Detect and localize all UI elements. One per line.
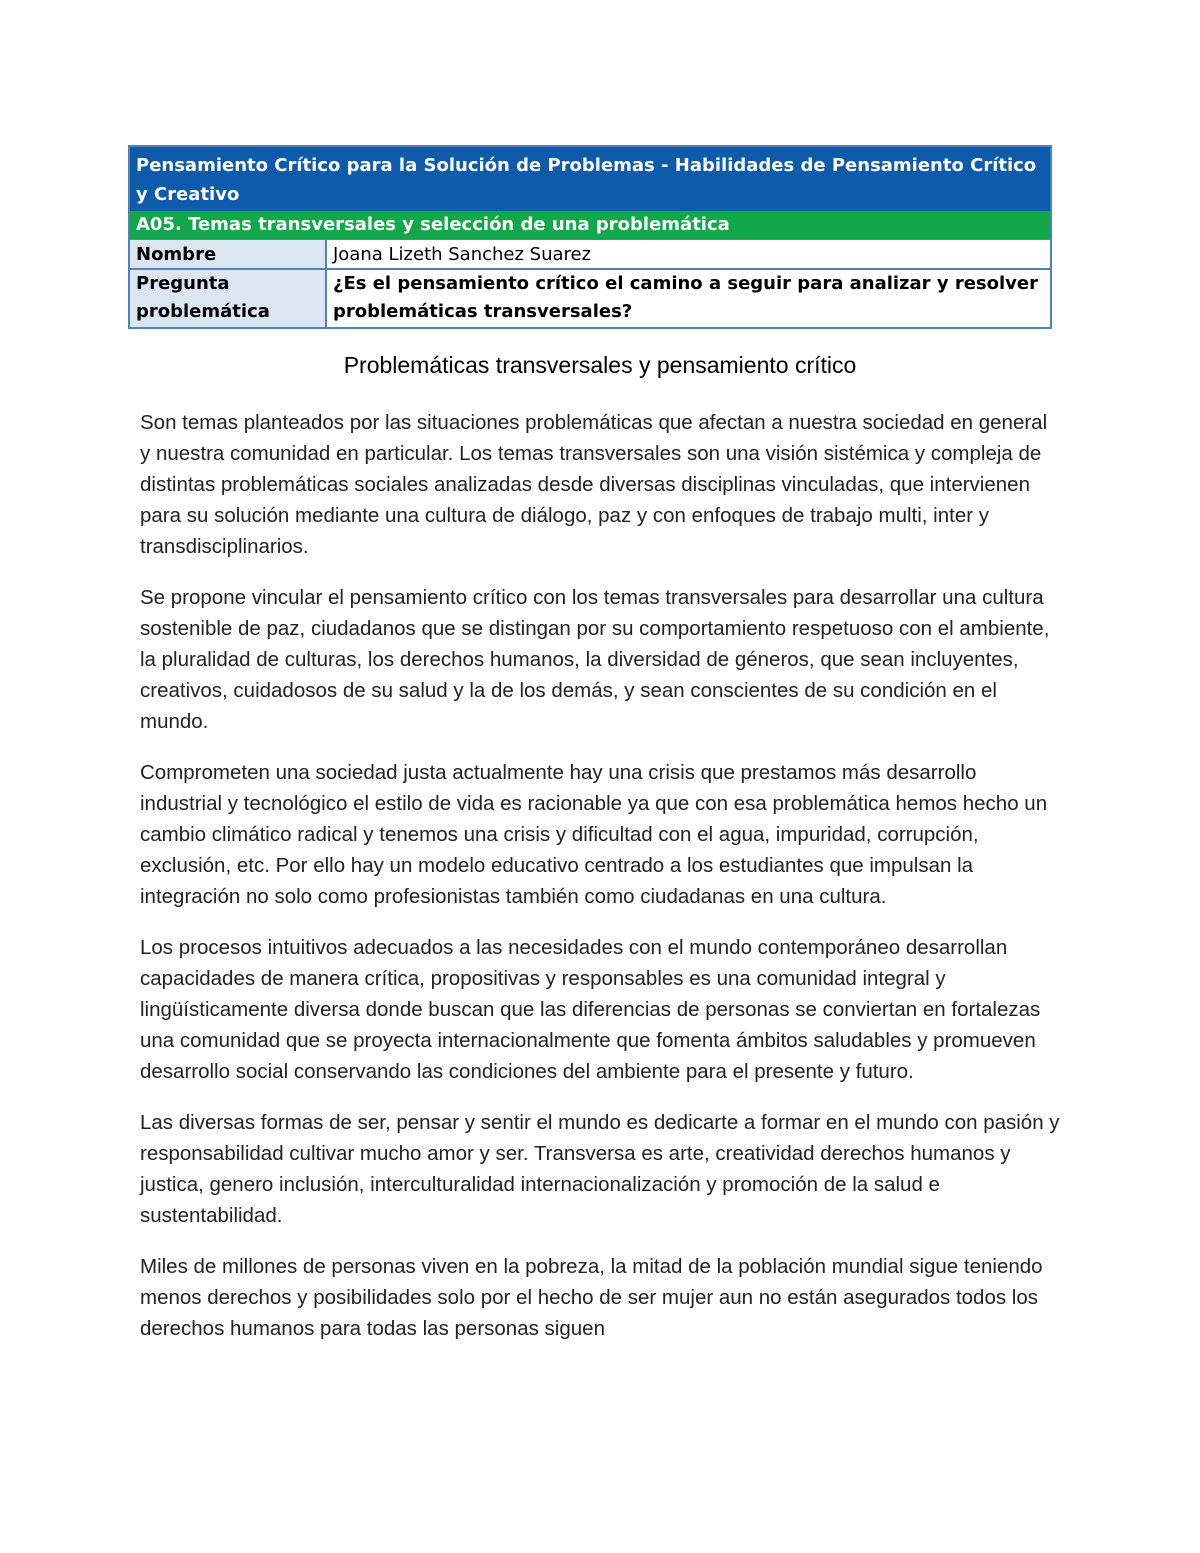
- document-body: [140, 407, 1060, 1364]
- paragraph: Los procesos intuitivos adecuados a las necesidades con el mundo contemporáneo desarrollan capacidades de manera crítica, propositivas y responsables es una comunidad integral y lingüísticamente diversa donde buscan que las diferencias de personas se conviertan en fortalezas una comunidad que se proyecta internacionalmente que fomenta ámbitos saludables y promueven desarrollo social conservando las condiciones del ambiente para el presente y futuro.: [140, 936, 1041, 1083]
- question-label: Pregunta problemática: [130, 270, 327, 327]
- course-title-text: Pensamiento Crítico para la Solución de Problemas - Habilidades de Pensamiento Crítico y Creativo: [136, 155, 1037, 205]
- header-table: [128, 145, 1052, 329]
- activity-title-text: A05. Temas transversales y selección de una problemática: [136, 214, 730, 235]
- question-row: [130, 270, 1050, 327]
- name-row: [130, 240, 1050, 270]
- paragraph: Las diversas formas de ser, pensar y sentir el mundo es dedicarte a formar en el mundo con pasión y responsabilidad cultivar mucho amor y ser. Transversa es arte, creatividad derechos humanos y justica, genero inclusión, interculturalidad internacionalización y promoción de la salud e sustentabilidad.: [140, 1111, 1060, 1227]
- paragraph: Miles de millones de personas viven en la pobreza, la mitad de la población mundial sigue teniendo menos derechos y posibilidades solo por el hecho de ser mujer aun no están asegurados todos los derechos humanos para todas las personas siguen: [140, 1255, 1043, 1340]
- name-value: Joana Lizeth Sanchez Suarez: [333, 244, 592, 265]
- course-title: [130, 147, 1050, 211]
- question-value: ¿Es el pensamiento crítico el camino a seguir para analizar y resolver problemáticas transversales?: [333, 273, 1038, 322]
- name-label: Nombre: [130, 240, 327, 268]
- paragraph: Son temas planteados por las situaciones problemáticas que afectan a nuestra sociedad en general y nuestra comunidad en particular. Los temas transversales son una visión sistémica y compleja de distintas problemáticas sociales analizadas desde diversas disciplinas vinculadas, que intervienen para su solución mediante una cultura de diálogo, paz y con enfoques de trabajo multi, inter y transdisciplinarios.: [140, 411, 1048, 558]
- activity-title: [130, 211, 1050, 240]
- section-title: Problemáticas transversales y pensamiento crítico: [343, 352, 857, 378]
- paragraph: Comprometen una sociedad justa actualmente hay una crisis que prestamos más desarrollo industrial y tecnológico el estilo de vida es racionable ya que con esa problemática hemos hecho un cambio climático radical y tenemos una crisis y dificultad con el agua, impuridad, corrupción, exclusión, etc. Por ello hay un modelo educativo centrado a los estudiantes que impulsan la integración no solo como profesionistas también como ciudadanas en una cultura.: [140, 761, 1048, 908]
- paragraph: Se propone vincular el pensamiento crítico con los temas transversales para desarrollar una cultura sostenible de paz, ciudadanos que se distingan por su comportamiento respetuoso con el ambiente, la pluralidad de culturas, los derechos humanos, la diversidad de géneros, que sean incluyentes, creativos, cuidadosos de su salud y la de los demás, y sean conscientes de su condición en el mundo.: [140, 586, 1050, 733]
